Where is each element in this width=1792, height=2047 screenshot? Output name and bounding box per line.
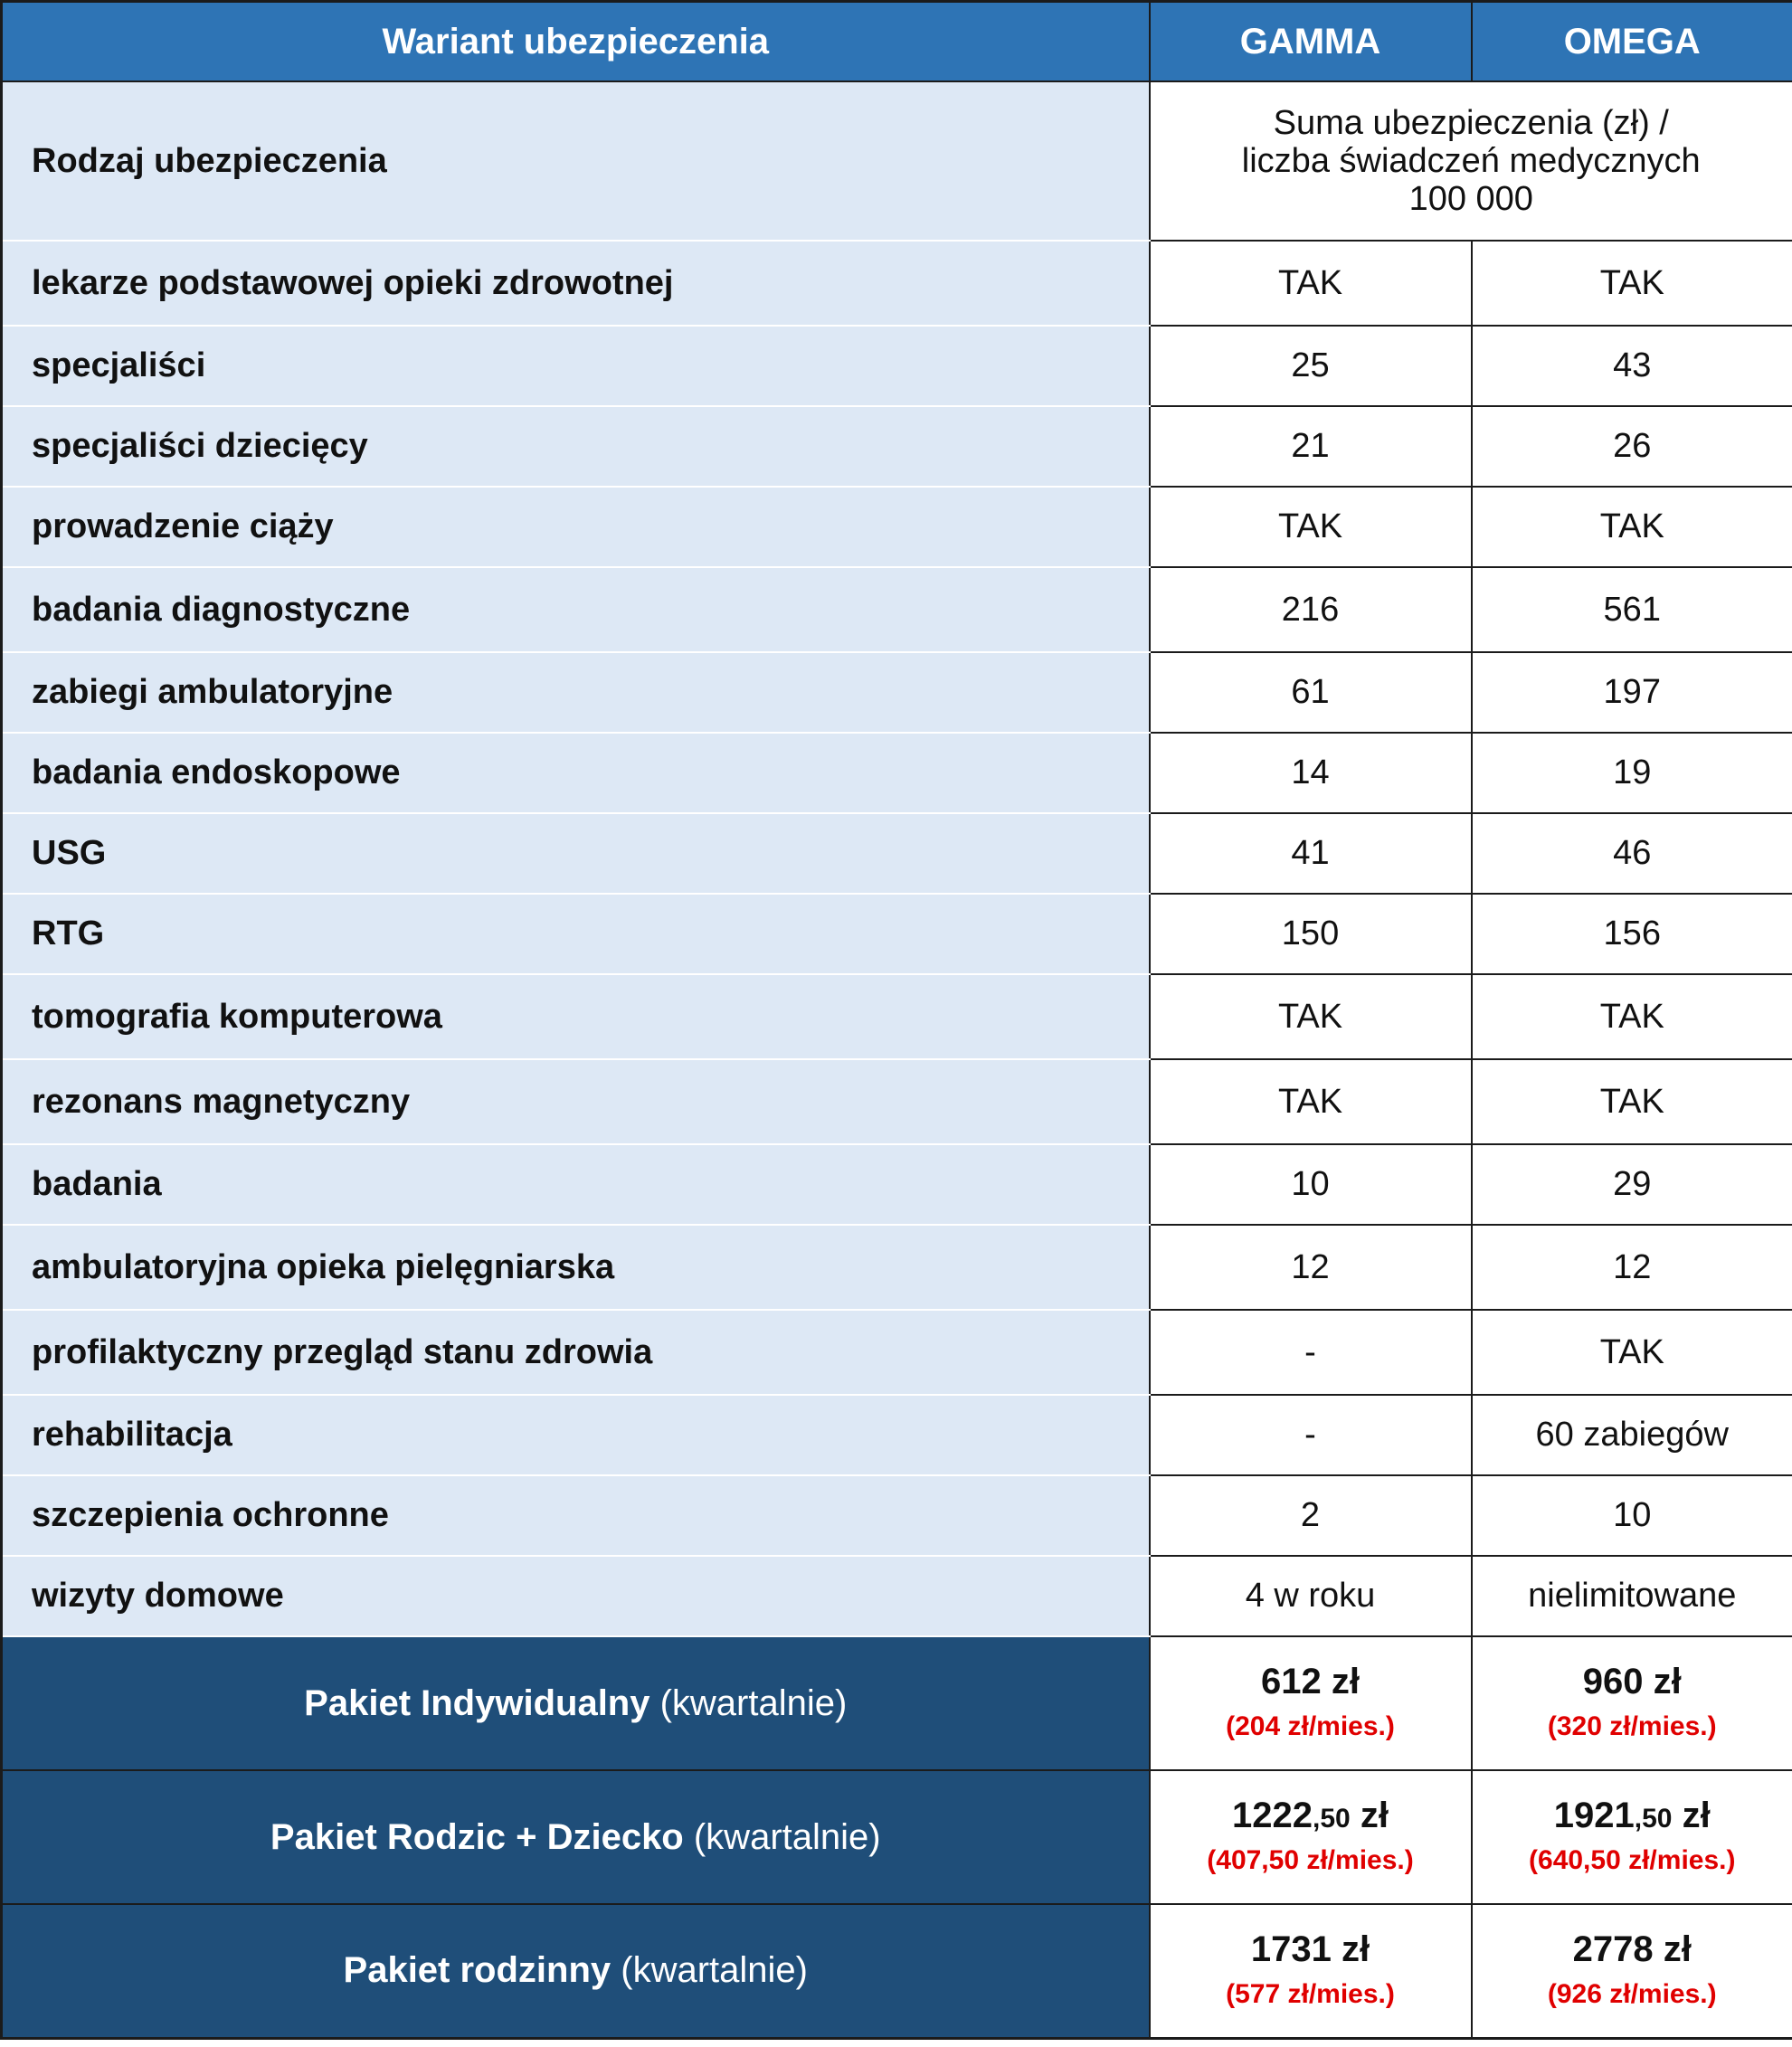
row-label: badania diagnostyczne (2, 567, 1150, 652)
monthly-price: (320 zł/mies.) (1547, 1711, 1717, 1741)
row-label: rezonans magnetyczny (2, 1059, 1150, 1144)
omega-value: 561 (1472, 567, 1792, 652)
row-label: lekarze podstawowej opieki zdrowotnej (2, 241, 1150, 326)
insurance-sum-cell (1150, 81, 1792, 241)
table-row (2, 487, 1792, 567)
monthly-price: (640,50 zł/mies.) (1529, 1845, 1736, 1875)
gamma-value: 2 (1150, 1475, 1472, 1556)
gamma-value: 150 (1150, 894, 1472, 974)
omega-value: TAK (1472, 487, 1792, 567)
table-row (2, 241, 1792, 326)
row-label: zabiegi ambulatoryjne (2, 652, 1150, 733)
header-row (2, 2, 1792, 82)
quarterly-price: 1731 zł (1250, 1929, 1370, 1969)
package-name: Pakiet Indywidualny (304, 1682, 650, 1723)
row-label: szczepienia ochronne (2, 1475, 1150, 1556)
gamma-value: 14 (1150, 733, 1472, 813)
monthly-price: (204 zł/mies.) (1226, 1711, 1395, 1741)
variant-header: Wariant ubezpieczenia (2, 2, 1150, 82)
monthly-price: (926 zł/mies.) (1547, 1978, 1717, 2009)
insurance-type-label: Rodzaj ubezpieczenia (2, 81, 1150, 241)
omega-value: 12 (1472, 1225, 1792, 1310)
gamma-price-cell (1150, 1636, 1472, 1770)
omega-price-cell (1472, 1904, 1792, 2038)
gamma-value: 12 (1150, 1225, 1472, 1310)
omega-price-cell (1472, 1770, 1792, 1904)
row-label: ambulatoryjna opieka pielęgniarska (2, 1225, 1150, 1310)
table-row (2, 1144, 1792, 1225)
table-row (2, 1556, 1792, 1636)
sum-value: 100 000 (1408, 180, 1533, 218)
package-row-family (2, 1904, 1792, 2038)
gamma-value: 10 (1150, 1144, 1472, 1225)
monthly-price: (407,50 zł/mies.) (1207, 1845, 1414, 1875)
gamma-value: 4 w roku (1150, 1556, 1472, 1636)
table-row (2, 974, 1792, 1059)
package-row-individual (2, 1636, 1792, 1770)
package-period: (kwartalnie) (611, 1950, 808, 1991)
table-row (2, 1059, 1792, 1144)
monthly-price: (577 zł/mies.) (1226, 1978, 1395, 2009)
gamma-value: TAK (1150, 241, 1472, 326)
gamma-value: 61 (1150, 652, 1472, 733)
quarterly-price: 1222,50 zł (1232, 1796, 1389, 1835)
omega-header: OMEGA (1472, 2, 1792, 82)
omega-value: 197 (1472, 652, 1792, 733)
omega-price-cell (1472, 1636, 1792, 1770)
gamma-price-cell (1150, 1770, 1472, 1904)
package-period: (kwartalnie) (649, 1682, 848, 1723)
gamma-value: 21 (1150, 406, 1472, 487)
table-row (2, 1225, 1792, 1310)
row-label: badania (2, 1144, 1150, 1225)
omega-value: 19 (1472, 733, 1792, 813)
package-label (2, 1636, 1150, 1770)
package-period: (kwartalnie) (683, 1816, 881, 1857)
gamma-value: 216 (1150, 567, 1472, 652)
gamma-value: - (1150, 1310, 1472, 1395)
omega-value: TAK (1472, 974, 1792, 1059)
gamma-price-cell (1150, 1904, 1472, 2038)
table-row (2, 813, 1792, 894)
package-label (2, 1770, 1150, 1904)
table-row (2, 1310, 1792, 1395)
sum-line-2: liczba świadczeń medycznych (1241, 142, 1701, 180)
gamma-value: TAK (1150, 974, 1472, 1059)
table-row (2, 733, 1792, 813)
table-row (2, 1395, 1792, 1475)
gamma-value: TAK (1150, 487, 1472, 567)
row-label: specjaliści (2, 326, 1150, 406)
gamma-value: 41 (1150, 813, 1472, 894)
gamma-header: GAMMA (1150, 2, 1472, 82)
omega-value: TAK (1472, 241, 1792, 326)
insurance-sum-row (2, 81, 1792, 241)
table-row (2, 894, 1792, 974)
quarterly-price: 1921,50 zł (1553, 1796, 1711, 1835)
row-label: specjaliści dziecięcy (2, 406, 1150, 487)
row-label: prowadzenie ciąży (2, 487, 1150, 567)
omega-value: 10 (1472, 1475, 1792, 1556)
omega-value: 156 (1472, 894, 1792, 974)
omega-value: 29 (1472, 1144, 1792, 1225)
table-row (2, 406, 1792, 487)
omega-value: 43 (1472, 326, 1792, 406)
quarterly-price: 960 zł (1582, 1662, 1682, 1701)
table-row (2, 652, 1792, 733)
omega-value: 46 (1472, 813, 1792, 894)
table-row (2, 1475, 1792, 1556)
omega-value: TAK (1472, 1310, 1792, 1395)
quarterly-price: 2778 zł (1572, 1929, 1692, 1969)
omega-value: 26 (1472, 406, 1792, 487)
gamma-value: - (1150, 1395, 1472, 1475)
package-name: Pakiet rodzinny (343, 1950, 612, 1991)
row-label: tomografia komputerowa (2, 974, 1150, 1059)
package-label (2, 1904, 1150, 2038)
package-name: Pakiet Rodzic + Dziecko (270, 1816, 684, 1857)
row-label: RTG (2, 894, 1150, 974)
omega-value: nielimitowane (1472, 1556, 1792, 1636)
row-label: profilaktyczny przegląd stanu zdrowia (2, 1310, 1150, 1395)
table-row (2, 326, 1792, 406)
row-label: badania endoskopowe (2, 733, 1150, 813)
row-label: wizyty domowe (2, 1556, 1150, 1636)
gamma-value: TAK (1150, 1059, 1472, 1144)
row-label: rehabilitacja (2, 1395, 1150, 1475)
row-label: USG (2, 813, 1150, 894)
gamma-value: 25 (1150, 326, 1472, 406)
package-row-parent-child (2, 1770, 1792, 1904)
sum-line-1: Suma ubezpieczenia (zł) / (1273, 104, 1669, 142)
omega-value: 60 zabiegów (1472, 1395, 1792, 1475)
omega-value: TAK (1472, 1059, 1792, 1144)
quarterly-price: 612 zł (1261, 1662, 1360, 1701)
table-row (2, 567, 1792, 652)
